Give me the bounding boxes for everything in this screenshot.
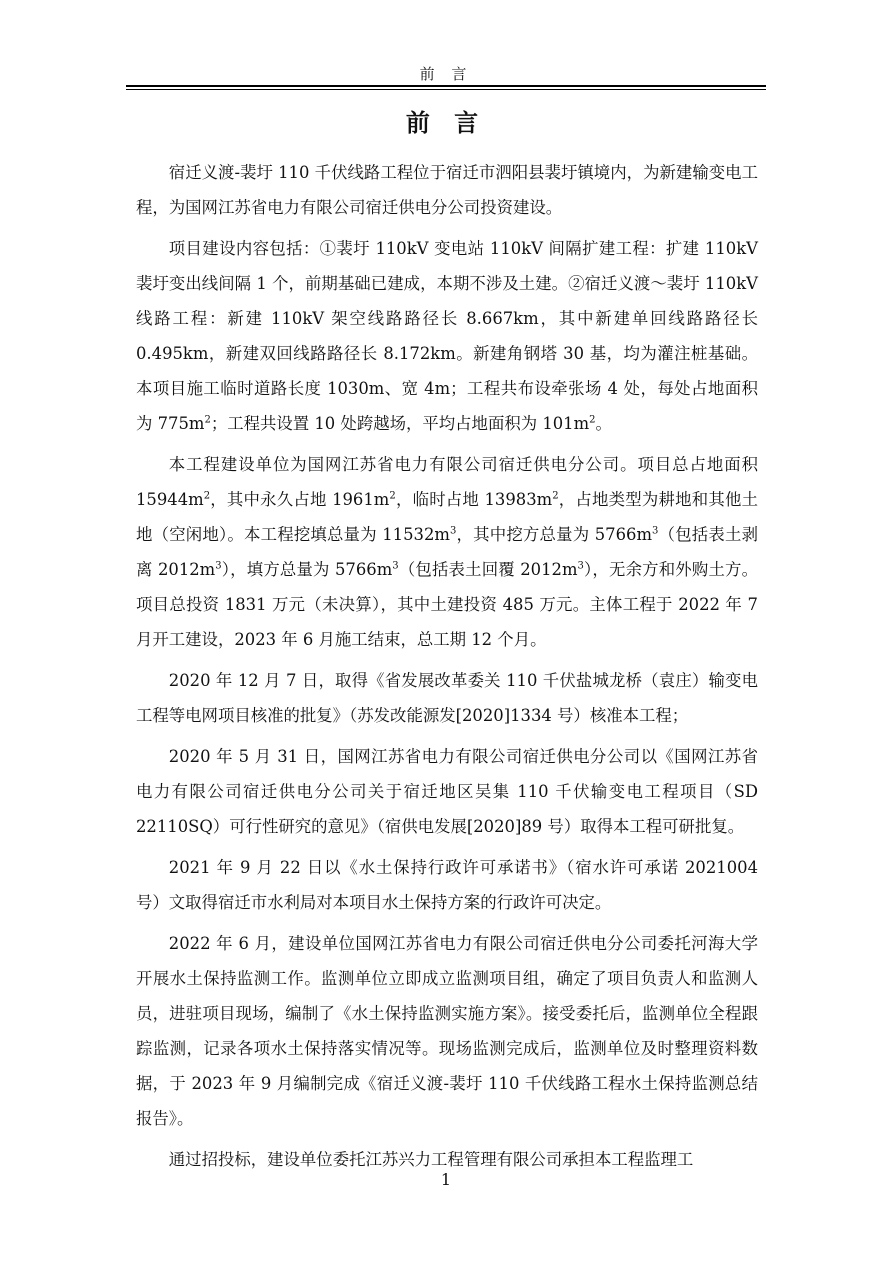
superscript: 2 [203,490,211,502]
superscript: 2 [552,490,559,502]
paragraph-approval-2020-12: 2020 年 12 月 7 日，取得《省发展改革委关 110 千伏盐城龙桥（袁庄）输变电工程等电网项目核准的批复》（苏发改能源发[2020]1334 号）核准本工程； [136,671,758,725]
text-segment: ，临时占地 13983m [395,490,553,509]
page-number: 1 [440,1170,452,1189]
paragraph-supervision: 通过招投标，建设单位委托江苏兴力工程管理有限公司承担本工程监理工 [168,1150,694,1169]
superscript: 3 [652,525,659,537]
paragraph-land-and-earthwork [136,447,758,657]
text-segment: ，占地类型为耕地和其他土地（空闲地）。本工程挖填总量为 11532m [136,490,759,544]
superscript: 2 [204,414,211,426]
body-text [136,155,758,1183]
superscript: 2 [589,414,596,426]
superscript: 2 [389,490,396,502]
text-segment: ，其中挖方总量为 5766m [456,525,653,544]
text-segment: 项目建设内容包括：①裴圩 110kV 变电站 110kV 间隔扩建工程：扩建 110kV 裴圩变出线间隔 1 个，前期基础已建成，本期不涉及土建。②宿迁义渡～裴圩 110kV 线路工程：新建 110kV 架空线路路径长 8.667km，其中新建单回线路路径长 0.495km，新建双回线路路径长 8.172km。新建角钢塔 30 基，均为灌注桩基础。本项目施工临时道路长度 1030m、宽 4m；工程共布设牵张场 4 处，每处占地面积为 775m [136,239,758,433]
paragraph-permit-2021: 2021 年 9 月 22 日以《水土保持行政许可承诺书》（宿水许可承诺 2021004 号）文取得宿迁市水利局对本项目水土保持方案的行政许可决定。 [136,858,758,912]
text-segment: （包括表土剥离 2012m [136,525,758,579]
paragraph-monitoring-work: 2022 年 6 月，建设单位国网江苏省电力有限公司宿迁供电分公司委托河海大学开展水土保持监测工作。监测单位立即成立监测项目组，确定了项目负责人和监测人员，进驻项目现场，编制了《水土保持监测实施方案》。接受委托后，监测单位全程跟踪监测，记录各项水土保持落实情况等。现场监测完成后，监测单位及时整理资料数据，于 2023 年 9 月编制完成《宿迁义渡-裴圩 110 千伏线路工程水土保持监测总结报告》。 [136,934,758,1128]
text-segment: ，其中永久占地 1961m [210,490,390,509]
superscript: 3 [577,560,584,572]
text-segment: 。 [595,414,612,433]
text-segment: 本工程建设单位为国网江苏省电力有限公司宿迁供电分公司。项目总占地面积 15944m [136,455,758,509]
page-title: 前 言 [405,108,487,137]
paragraph-project-location: 宿迁义渡-裴圩 110 千伏线路工程位于宿迁市泗阳县裴圩镇境内，为新建输变电工程，为国网江苏省电力有限公司宿迁供电分公司投资建设。 [136,163,758,217]
superscript: 3 [392,560,399,572]
superscript: 3 [449,525,457,537]
header-rule-thin [126,89,766,90]
header-rule-thick [126,85,766,87]
paragraph-feasibility-approval: 2020 年 5 月 31 日，国网江苏省电力有限公司宿迁供电分公司以《国网江苏省电力有限公司宿迁供电分公司关于宿迁地区吴集 110 千伏输变电工程项目（SD 22110SQ）可行性研究的意见》（宿供电发展[2020]89 号）取得本工程可研批复。 [136,747,758,836]
running-header: 前 言 [419,65,473,83]
paragraph-construction-content [136,231,758,441]
text-segment: ），无余方和外购土方。项目总投资 1831 万元（未决算），其中土建投资 485 万元。主体工程于 2022 年 7 月开工建设，2023 年 6 月施工结束，总工期 12 个月。 [136,560,758,649]
text-segment: ；工程共设置 10 处跨越场，平均占地面积为 101m [210,414,590,433]
text-segment: （包括表土回覆 2012m [398,560,578,579]
superscript: 3 [215,560,222,572]
text-segment: ），填方总量为 5766m [221,560,393,579]
